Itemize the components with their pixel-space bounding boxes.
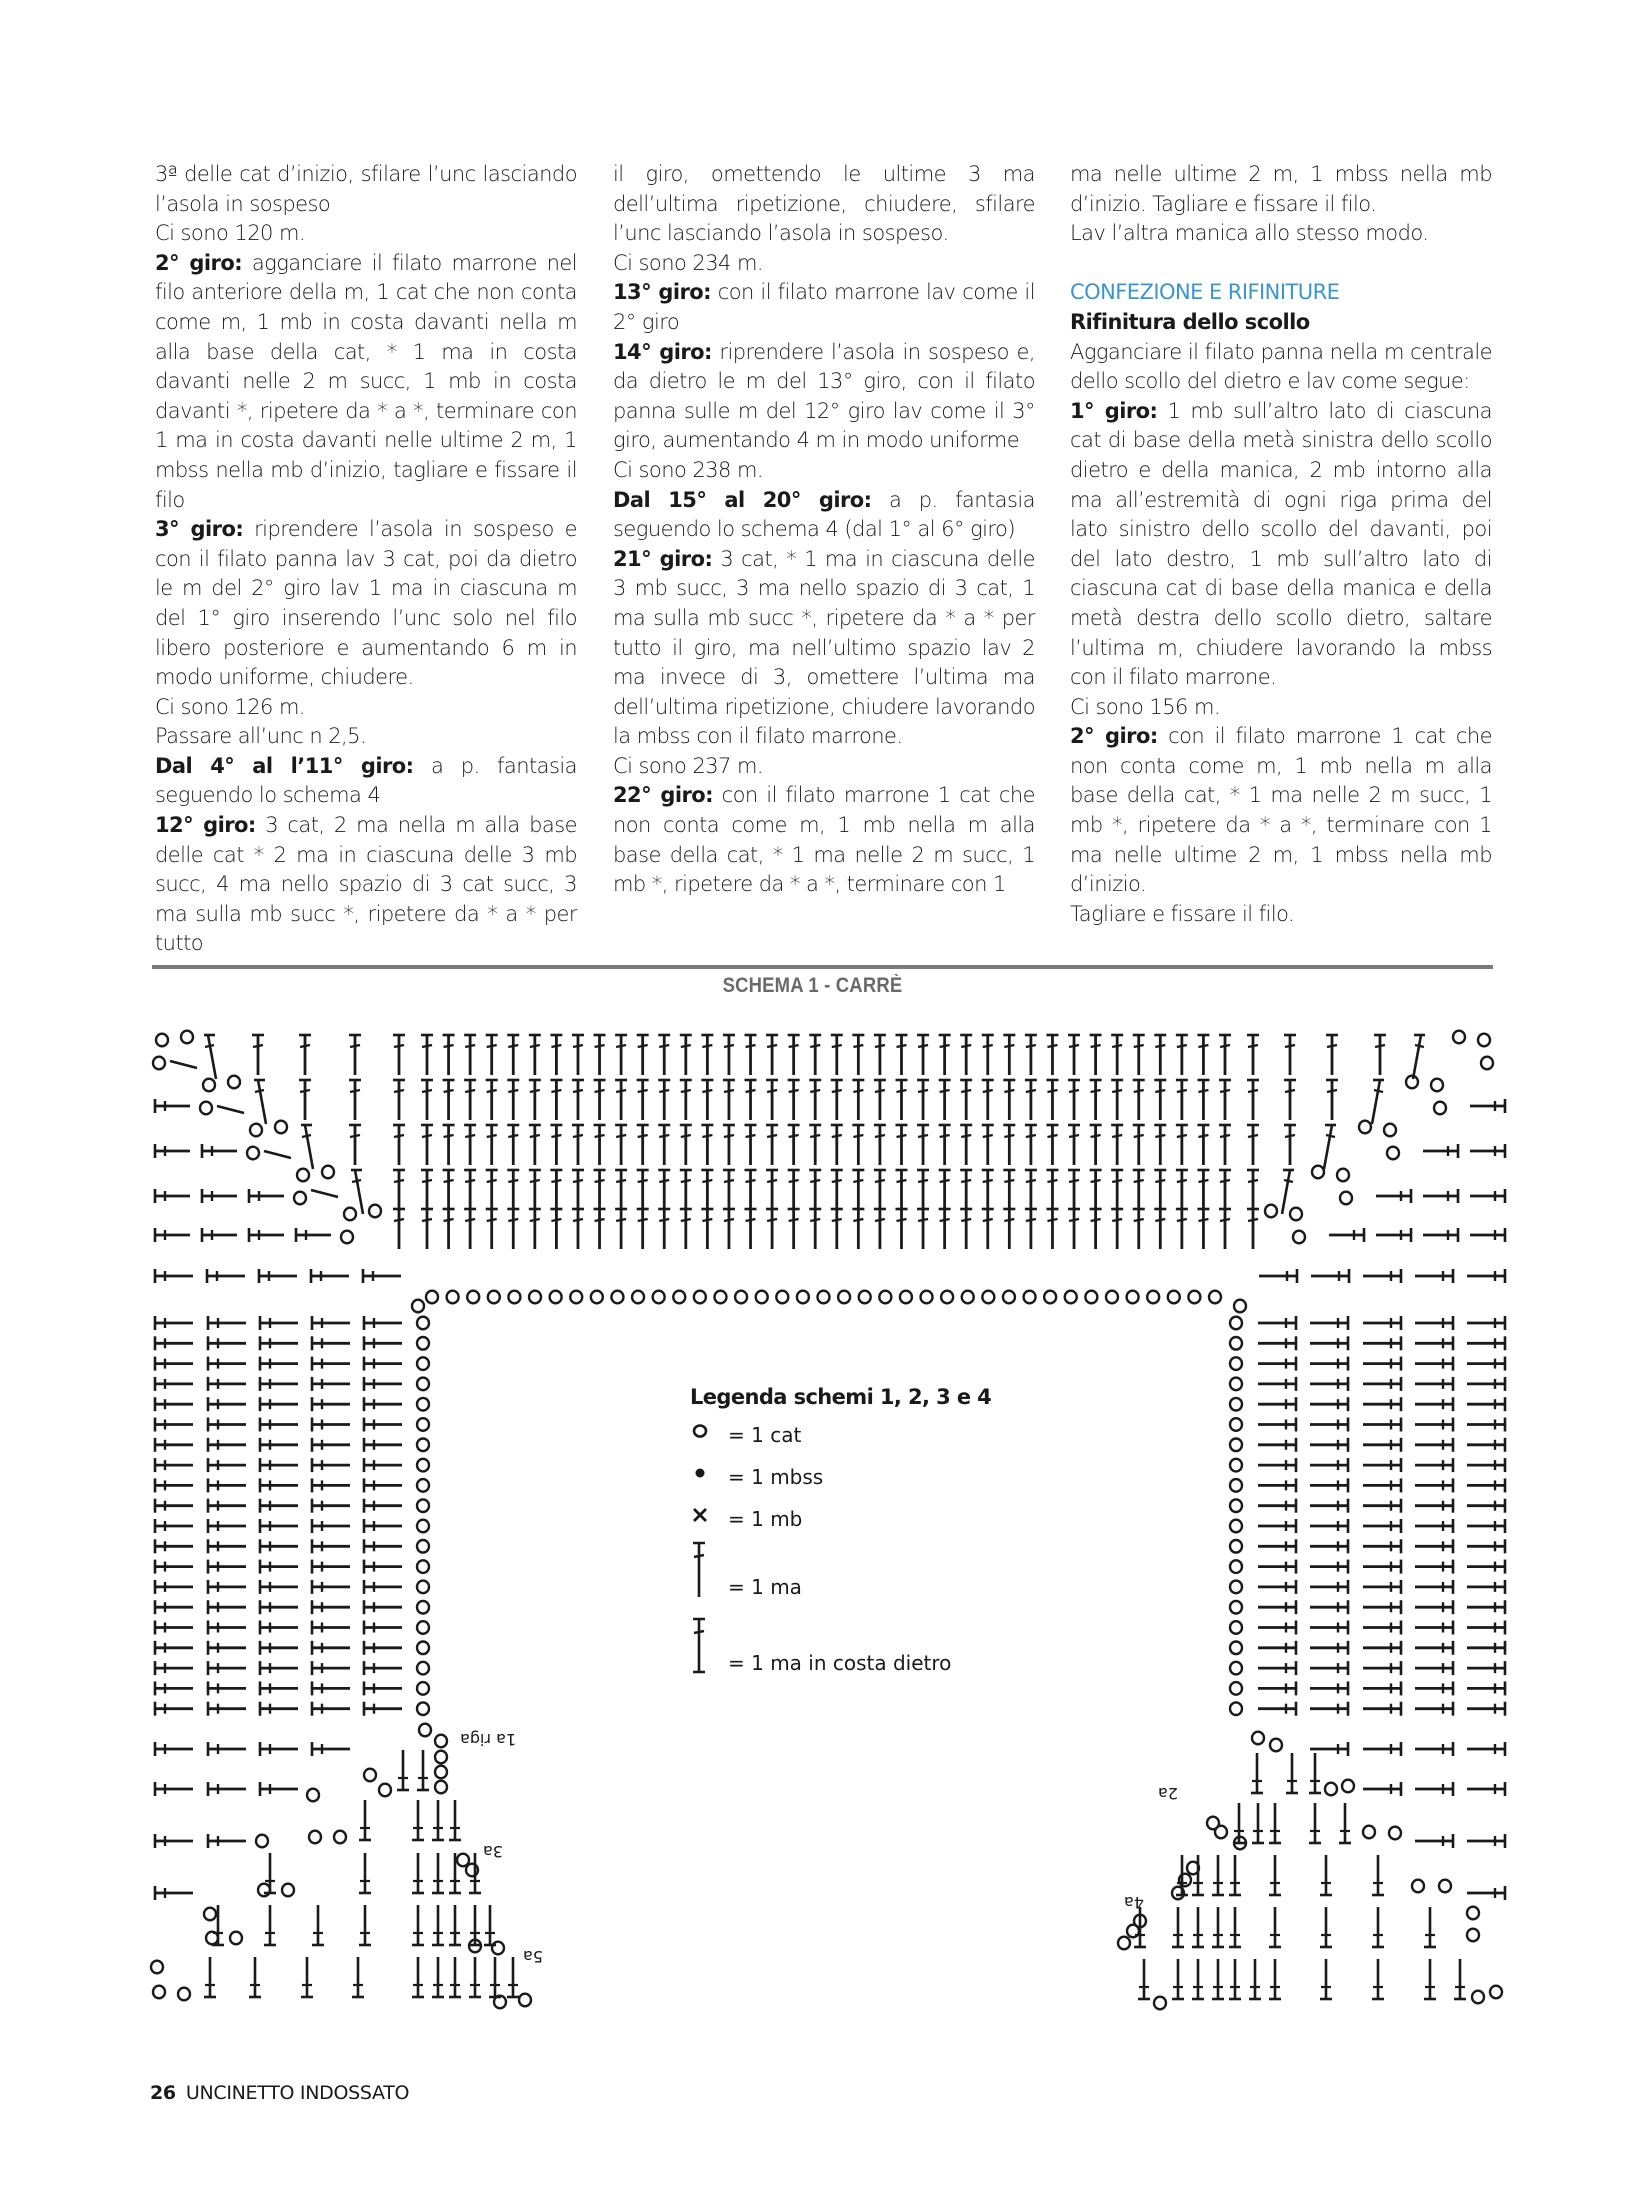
double-crochet-icon (690, 1541, 714, 1601)
round-label: 22° giro: (613, 783, 713, 808)
paragraph: Passare all’unc n 2,5. (155, 724, 367, 749)
paragraph: 3° giro: riprendere l’asola in sospeso e con il filato panna lav 3 cat, poi da dietro le m del 2° giro lav 1 ma in ciascuna m del 1° giro inserendo l’unc solo nel filo libero posteriore e aumentando 6 m in modo uniforme, chiudere. (155, 517, 578, 690)
paragraph: Ci sono 126 m. (155, 694, 305, 719)
paragraph: Ci sono 156 m. (1070, 694, 1220, 719)
paragraph: 1° giro: 1 mb sull’altro lato di ciascuna cat di base della metà sinistra dello scollo dietro e della manica, 2 mb intorno alla ma all’estremità di ogni riga prima del lato sinistro dello scollo del davanti, poi del lato destro, 1 mb sull’altro lato di ciascuna cat di base della manica e della metà destra dello scollo dietro, saltare l’ultima m, chiudere lavorando la mbss con il filato marrone. (1070, 398, 1492, 690)
paragraph: 2° giro: agganciare il filato marrone nel filo anteriore della m, 1 cat che non conta come m, 1 mb in costa davanti nella m alla base della cat, * 1 ma in costa davanti nelle 2 m succ, 1 mb in costa davanti *, ripetere da * a *, terminare con 1 ma in costa davanti nelle ultime 2 m, 1 mbss nella mb d’inizio, tagliare e fissare il filo (155, 250, 578, 512)
legend-label-mbss: = 1 mbss (728, 1465, 824, 1489)
paragraph: Agganciare il filato panna nella m centrale dello scollo del dietro e lav come segue: (1070, 339, 1492, 394)
paragraph: Ci sono 120 m. (155, 221, 305, 246)
row-label-2: 2a (1158, 1784, 1178, 1803)
page-number: 26 (150, 2082, 176, 2104)
chain-icon (690, 1415, 714, 1455)
paragraph: Dal 15° al 20° giro: a p. fantasia seguendo lo schema 4 (dal 1° al 6° giro) (613, 487, 1035, 542)
paragraph: 22° giro: con il filato marrone 1 cat che non conta come m, 1 mb nella m alla base della cat, * 1 ma nelle 2 m succ, 1 mb *, ripetere da * a *, terminare con 1 (613, 783, 1035, 897)
legend-item-mbss (690, 1457, 991, 1499)
row-label-4: 4a (1124, 1893, 1144, 1912)
subtitle-rifinitura-scollo: Rifinitura dello scollo (1070, 309, 1310, 334)
legend-label-cat: = 1 cat (728, 1423, 802, 1447)
round-label: 21° giro: (613, 546, 713, 571)
paragraph: 12° giro: 3 cat, 2 ma nella m alla base delle cat * 2 ma in ciascuna delle 3 mb succ, 4 ma nello spazio di 3 cat succ, 3 ma sulla mb succ *, ripetere da * a * per tutto (155, 813, 577, 956)
paragraph: Lav l’altra manica allo stesso modo. (1070, 221, 1429, 246)
round-label: Dal 15° al 20° giro: (613, 487, 872, 512)
row-label-5: 5a (523, 1947, 543, 1966)
round-label: 2° giro: (155, 250, 243, 275)
paragraph: Ci sono 237 m. (613, 753, 763, 778)
round-label: 12° giro: (155, 813, 256, 838)
legend-title: Legenda schemi 1, 2, 3 e 4 (690, 1385, 992, 1409)
legend (690, 1385, 991, 1693)
row-label-1: 1a riga (460, 1730, 517, 1749)
round-label: 13° giro: (613, 280, 712, 305)
legend-item-ma-costa-dietro (690, 1617, 991, 1693)
paragraph: Dal 4° al l’11° giro: a p. fantasia seguendo lo schema 4 (155, 753, 577, 808)
row-label-3: 3a (483, 1842, 503, 1861)
legend-label-ma: = 1 ma (728, 1575, 802, 1599)
round-label: 1° giro: (1070, 398, 1158, 423)
legend-item-mb (690, 1499, 991, 1541)
paragraph: 2° giro: con il filato marrone 1 cat che non conta come m, 1 mb nella m alla base della cat, * 1 ma nelle 2 m succ, 1 mb *, ripetere da * a *, terminare con 1 ma nelle ultime 2 m, 1 mbss nella mb d’inizio. (1070, 724, 1493, 897)
paragraph: Ci sono 238 m. (613, 457, 763, 482)
paragraph: 3ª delle cat d’inizio, sfilare l’unc lasciando l’asola in sospeso (155, 162, 577, 216)
legend-label-ma-costa-dietro: = 1 ma in costa dietro (728, 1651, 952, 1675)
slip-stitch-icon (690, 1457, 714, 1497)
double-crochet-back-loop-icon (690, 1617, 714, 1677)
single-crochet-icon (690, 1499, 714, 1539)
round-label: 3° giro: (155, 517, 244, 542)
legend-item-cat (690, 1415, 991, 1457)
legend-label-mb: = 1 mb (728, 1507, 803, 1531)
section-title-confezione: CONFEZIONE E RIFINITURE (1070, 280, 1340, 305)
paragraph: il giro, omettendo le ultime 3 ma dell’ultima ripetizione, chiudere, sfilare l’unc lasciando l’asola in sospeso. (613, 162, 1035, 246)
round-label: Dal 4° al l’11° giro: (155, 753, 414, 778)
paragraph: ma nelle ultime 2 m, 1 mbss nella mb d’inizio. Tagliare e fissare il filo. (1070, 162, 1492, 216)
page-footer (150, 2082, 409, 2104)
paragraph: 13° giro: con il filato marrone lav come il 2° giro (613, 280, 1035, 334)
round-label: 2° giro: (1070, 724, 1158, 749)
round-label: 14° giro: (613, 339, 712, 364)
schema-title: SCHEMA 1 - CARRÈ (722, 974, 903, 997)
legend-item-ma (690, 1541, 991, 1617)
paragraph: 14° giro: riprendere l’asola in sospeso e, da dietro le m del 13° giro, con il filato panna sulle m del 12° giro lav come il 3° giro, aumentando 4 m in modo uniforme (613, 339, 1035, 453)
paragraph: 21° giro: 3 cat, * 1 ma in ciascuna delle 3 mb succ, 3 ma nello spazio di 3 cat, 1 ma sulla mb succ *, ripetere da * a * per tutto il giro, ma nell’ultimo spazio lav 2 ma invece di 3, omettere l’ultima ma dell’ultima ripetizione, chiudere lavorando la mbss con il filato marrone. (613, 546, 1035, 749)
paragraph: Tagliare e fissare il filo. (1070, 901, 1295, 926)
paragraph: Ci sono 234 m. (613, 250, 763, 275)
magazine-name: UNCINETTO INDOSSATO (185, 2082, 410, 2104)
